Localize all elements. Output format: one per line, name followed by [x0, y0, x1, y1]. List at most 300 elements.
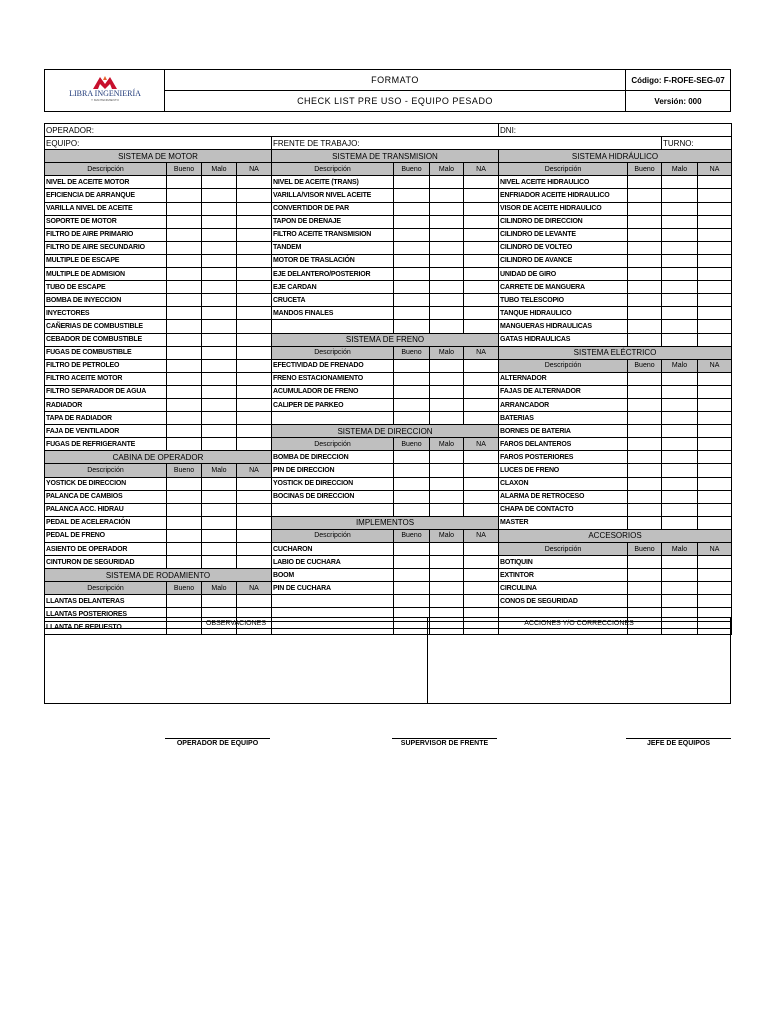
check-malo-cell[interactable] — [662, 398, 698, 411]
check-na-cell[interactable] — [698, 307, 732, 320]
check-bueno-cell[interactable] — [167, 516, 202, 529]
check-bueno-cell[interactable] — [167, 490, 202, 503]
check-malo-cell[interactable] — [202, 490, 237, 503]
table-row — [45, 254, 732, 267]
check-na-cell[interactable] — [698, 189, 732, 202]
check-malo-cell[interactable] — [662, 333, 698, 346]
operator-field[interactable]: OPERADOR: — [45, 124, 499, 137]
check-na-cell[interactable] — [464, 241, 499, 254]
check-na-cell[interactable] — [698, 398, 732, 411]
check-bueno-cell[interactable] — [628, 215, 662, 228]
check-bueno-cell[interactable] — [394, 385, 430, 398]
check-malo-cell[interactable] — [430, 582, 464, 595]
check-na-cell[interactable] — [698, 228, 732, 241]
check-na-cell[interactable] — [698, 425, 732, 438]
check-bueno-cell[interactable] — [394, 254, 430, 267]
check-malo-cell[interactable] — [662, 490, 698, 503]
check-na-cell[interactable] — [698, 333, 732, 346]
item-motor-de-traslacion: MOTOR DE TRASLACIÓN — [272, 254, 394, 267]
check-bueno-cell[interactable] — [394, 451, 430, 464]
check-na-cell[interactable] — [698, 503, 732, 516]
check-bueno-cell[interactable] — [167, 595, 202, 608]
check-malo-cell[interactable] — [662, 595, 698, 608]
column-header-desc: Descripción — [45, 163, 167, 176]
check-malo-cell[interactable] — [430, 176, 464, 189]
check-malo-cell[interactable] — [202, 202, 237, 215]
check-bueno-cell[interactable] — [628, 412, 662, 425]
check-na-cell[interactable] — [464, 281, 499, 294]
check-na-cell[interactable] — [237, 241, 272, 254]
check-bueno-cell[interactable] — [628, 464, 662, 477]
check-bueno-cell[interactable] — [167, 202, 202, 215]
check-bueno-cell[interactable] — [394, 189, 430, 202]
check-na-cell[interactable] — [464, 189, 499, 202]
check-bueno-cell[interactable] — [628, 268, 662, 281]
check-malo-cell[interactable] — [202, 281, 237, 294]
check-bueno-cell[interactable] — [394, 268, 430, 281]
check-bueno-cell[interactable] — [628, 281, 662, 294]
check-bueno-cell[interactable] — [394, 543, 430, 556]
item-pedal-de-aceleracion: PEDAL DE ACELERACIÓN — [45, 516, 167, 529]
check-bueno-cell[interactable] — [167, 398, 202, 411]
check-malo-cell[interactable] — [430, 359, 464, 372]
empty-cell — [430, 320, 464, 333]
check-malo-cell[interactable] — [662, 268, 698, 281]
check-bueno-cell[interactable] — [628, 307, 662, 320]
check-na-cell[interactable] — [698, 490, 732, 503]
check-malo-cell[interactable] — [662, 228, 698, 241]
check-na-cell[interactable] — [464, 569, 499, 582]
check-bueno-cell[interactable] — [167, 228, 202, 241]
check-malo-cell[interactable] — [202, 385, 237, 398]
item-tanque-hidraulico: TANQUE HIDRAULICO — [499, 307, 628, 320]
check-malo-cell[interactable] — [662, 385, 698, 398]
check-na-cell[interactable] — [698, 215, 732, 228]
check-na-cell[interactable] — [698, 254, 732, 267]
item-eje-cardan: EJE CARDAN — [272, 281, 394, 294]
check-malo-cell[interactable] — [202, 398, 237, 411]
item-caliper-de-parkeo: CALIPER DE PARKEO — [272, 398, 394, 411]
check-malo-cell[interactable] — [662, 425, 698, 438]
check-bueno-cell[interactable] — [167, 529, 202, 542]
check-bueno-cell[interactable] — [628, 477, 662, 490]
item-arrancador: ARRANCADOR — [499, 398, 628, 411]
column-header-bueno: Bueno — [628, 163, 662, 176]
check-malo-cell[interactable] — [430, 556, 464, 569]
check-bueno-cell[interactable] — [394, 477, 430, 490]
check-na-cell[interactable] — [237, 202, 272, 215]
check-malo-cell[interactable] — [430, 543, 464, 556]
check-malo-cell[interactable] — [430, 451, 464, 464]
check-bueno-cell[interactable] — [628, 202, 662, 215]
check-malo-cell[interactable] — [662, 516, 698, 529]
check-bueno-cell[interactable] — [628, 333, 662, 346]
check-bueno-cell[interactable] — [628, 228, 662, 241]
check-bueno-cell[interactable] — [628, 556, 662, 569]
check-malo-cell[interactable] — [430, 202, 464, 215]
check-bueno-cell[interactable] — [167, 241, 202, 254]
check-malo-cell[interactable] — [430, 189, 464, 202]
item-radiador: RADIADOR — [45, 398, 167, 411]
check-bueno-cell[interactable] — [394, 215, 430, 228]
check-malo-cell[interactable] — [202, 529, 237, 542]
check-na-cell[interactable] — [237, 556, 272, 569]
check-malo-cell[interactable] — [202, 556, 237, 569]
corrections-field[interactable] — [428, 629, 730, 703]
check-bueno-cell[interactable] — [628, 320, 662, 333]
check-na-cell[interactable] — [698, 281, 732, 294]
check-na-cell[interactable] — [698, 464, 732, 477]
check-malo-cell[interactable] — [430, 294, 464, 307]
check-na-cell[interactable] — [237, 268, 272, 281]
check-malo-cell[interactable] — [202, 176, 237, 189]
check-bueno-cell[interactable] — [394, 281, 430, 294]
check-bueno-cell[interactable] — [394, 556, 430, 569]
column-header-desc: Descripción — [499, 543, 628, 556]
check-na-cell[interactable] — [698, 241, 732, 254]
check-bueno-cell[interactable] — [394, 359, 430, 372]
check-malo-cell[interactable] — [202, 228, 237, 241]
check-na-cell[interactable] — [237, 333, 272, 346]
check-malo-cell[interactable] — [430, 268, 464, 281]
check-bueno-cell[interactable] — [167, 333, 202, 346]
check-bueno-cell[interactable] — [167, 385, 202, 398]
check-malo-cell[interactable] — [430, 569, 464, 582]
check-na-cell[interactable] — [464, 477, 499, 490]
check-na-cell[interactable] — [237, 425, 272, 438]
check-malo-cell[interactable] — [202, 189, 237, 202]
check-bueno-cell[interactable] — [167, 425, 202, 438]
checklist-table — [44, 123, 732, 635]
empty-cell — [272, 412, 394, 425]
check-na-cell[interactable] — [237, 503, 272, 516]
item-llantas-posteriores: LLANTAS POSTERIORES — [45, 608, 167, 621]
check-bueno-cell[interactable] — [394, 398, 430, 411]
check-na-cell[interactable] — [698, 320, 732, 333]
check-bueno-cell[interactable] — [628, 425, 662, 438]
check-na-cell[interactable] — [698, 385, 732, 398]
check-malo-cell[interactable] — [202, 425, 237, 438]
check-malo-cell[interactable] — [430, 477, 464, 490]
column-header-bueno: Bueno — [394, 529, 430, 542]
check-na-cell[interactable] — [698, 477, 732, 490]
check-bueno-cell[interactable] — [167, 346, 202, 359]
check-malo-cell[interactable] — [202, 503, 237, 516]
check-malo-cell[interactable] — [202, 438, 237, 451]
check-na-cell[interactable] — [464, 176, 499, 189]
check-na-cell[interactable] — [698, 569, 732, 582]
dni-field[interactable]: DNI: — [499, 124, 732, 137]
check-malo-cell[interactable] — [202, 320, 237, 333]
table-row — [45, 346, 732, 359]
check-bueno-cell[interactable] — [628, 569, 662, 582]
column-header-bueno: Bueno — [167, 163, 202, 176]
check-malo-cell[interactable] — [662, 477, 698, 490]
check-bueno-cell[interactable] — [167, 254, 202, 267]
check-bueno-cell[interactable] — [394, 294, 430, 307]
check-na-cell[interactable] — [464, 464, 499, 477]
check-na-cell[interactable] — [464, 202, 499, 215]
check-na-cell[interactable] — [237, 254, 272, 267]
check-na-cell[interactable] — [237, 529, 272, 542]
check-na-cell[interactable] — [237, 281, 272, 294]
table-row — [45, 281, 732, 294]
check-bueno-cell[interactable] — [167, 189, 202, 202]
check-bueno-cell[interactable] — [167, 268, 202, 281]
check-na-cell[interactable] — [237, 398, 272, 411]
check-na-cell[interactable] — [464, 543, 499, 556]
check-na-cell[interactable] — [237, 215, 272, 228]
check-bueno-cell[interactable] — [167, 215, 202, 228]
check-malo-cell[interactable] — [202, 307, 237, 320]
table-row — [45, 228, 732, 241]
check-na-cell[interactable] — [698, 176, 732, 189]
check-malo-cell[interactable] — [662, 451, 698, 464]
check-bueno-cell[interactable] — [167, 294, 202, 307]
check-malo-cell[interactable] — [662, 189, 698, 202]
check-na-cell[interactable] — [464, 398, 499, 411]
check-malo-cell[interactable] — [662, 254, 698, 267]
check-malo-cell[interactable] — [202, 215, 237, 228]
check-na-cell[interactable] — [464, 359, 499, 372]
check-malo-cell[interactable] — [662, 320, 698, 333]
signature-line-supervisor[interactable] — [392, 738, 497, 739]
check-na-cell[interactable] — [698, 412, 732, 425]
check-malo-cell[interactable] — [430, 228, 464, 241]
check-bueno-cell[interactable] — [167, 320, 202, 333]
check-malo-cell[interactable] — [202, 543, 237, 556]
check-na-cell[interactable] — [237, 346, 272, 359]
check-malo-cell[interactable] — [662, 438, 698, 451]
check-bueno-cell[interactable] — [167, 438, 202, 451]
check-na-cell[interactable] — [464, 268, 499, 281]
implementos-section-title: IMPLEMENTOS — [272, 516, 499, 529]
check-na-cell[interactable] — [237, 412, 272, 425]
item-bomba-de-direccion: BOMBA DE DIRECCION — [272, 451, 394, 464]
work-front-field[interactable]: FRENTE DE TRABAJO: — [272, 137, 662, 150]
check-bueno-cell[interactable] — [628, 438, 662, 451]
check-na-cell[interactable] — [237, 372, 272, 385]
check-na-cell[interactable] — [237, 477, 272, 490]
transmision-section-title: SISTEMA DE TRANSMISION — [272, 150, 499, 163]
check-na-cell[interactable] — [237, 516, 272, 529]
check-malo-cell[interactable] — [662, 503, 698, 516]
check-malo-cell[interactable] — [202, 359, 237, 372]
check-bueno-cell[interactable] — [394, 176, 430, 189]
check-na-cell[interactable] — [698, 438, 732, 451]
check-na-cell[interactable] — [237, 595, 272, 608]
check-na-cell[interactable] — [464, 307, 499, 320]
check-bueno-cell[interactable] — [167, 359, 202, 372]
signature-line-jefe[interactable] — [626, 738, 731, 739]
column-header-malo: Malo — [202, 163, 237, 176]
check-bueno-cell[interactable] — [628, 385, 662, 398]
check-malo-cell[interactable] — [662, 281, 698, 294]
column-header-na: NA — [237, 163, 272, 176]
check-bueno-cell[interactable] — [628, 398, 662, 411]
check-bueno-cell[interactable] — [394, 241, 430, 254]
column-header-desc: Descripción — [272, 346, 394, 359]
check-na-cell[interactable] — [464, 372, 499, 385]
form-header — [44, 69, 731, 112]
column-header-desc: Descripción — [272, 529, 394, 542]
check-bueno-cell[interactable] — [628, 241, 662, 254]
check-malo-cell[interactable] — [430, 385, 464, 398]
check-bueno-cell[interactable] — [394, 569, 430, 582]
check-malo-cell[interactable] — [202, 254, 237, 267]
check-bueno-cell[interactable] — [167, 543, 202, 556]
check-malo-cell[interactable] — [430, 215, 464, 228]
check-malo-cell[interactable] — [662, 176, 698, 189]
check-bueno-cell[interactable] — [628, 372, 662, 385]
check-malo-cell[interactable] — [430, 254, 464, 267]
check-na-cell[interactable] — [237, 385, 272, 398]
check-malo-cell[interactable] — [202, 412, 237, 425]
table-row — [45, 569, 732, 582]
check-na-cell[interactable] — [464, 490, 499, 503]
check-bueno-cell[interactable] — [394, 228, 430, 241]
item-acumulador-de-freno: ACUMULADOR DE FRENO — [272, 385, 394, 398]
item-palanca-de-cambios: PALANCA DE CAMBIOS — [45, 490, 167, 503]
observations-field[interactable] — [45, 629, 428, 703]
check-bueno-cell[interactable] — [394, 202, 430, 215]
check-malo-cell[interactable] — [662, 569, 698, 582]
item-enfriador-aceite-hidraulico: ENFRIADOR ACEITE HIDRAULICO — [499, 189, 628, 202]
check-malo-cell[interactable] — [202, 294, 237, 307]
check-bueno-cell[interactable] — [628, 294, 662, 307]
check-malo-cell[interactable] — [202, 268, 237, 281]
check-bueno-cell[interactable] — [394, 582, 430, 595]
item-extintor: EXTINTOR — [499, 569, 628, 582]
check-na-cell[interactable] — [237, 176, 272, 189]
check-na-cell[interactable] — [464, 215, 499, 228]
check-malo-cell[interactable] — [662, 464, 698, 477]
column-header-na: NA — [698, 359, 732, 372]
check-bueno-cell[interactable] — [628, 490, 662, 503]
check-bueno-cell[interactable] — [167, 176, 202, 189]
check-bueno-cell[interactable] — [628, 582, 662, 595]
check-na-cell[interactable] — [237, 189, 272, 202]
check-malo-cell[interactable] — [662, 294, 698, 307]
check-na-cell[interactable] — [464, 294, 499, 307]
table-row — [45, 372, 732, 385]
check-malo-cell[interactable] — [662, 372, 698, 385]
check-malo-cell[interactable] — [202, 516, 237, 529]
check-bueno-cell[interactable] — [167, 477, 202, 490]
check-na-cell[interactable] — [464, 582, 499, 595]
check-na-cell[interactable] — [464, 254, 499, 267]
signature-line-operator[interactable] — [165, 738, 270, 739]
check-bueno-cell[interactable] — [167, 281, 202, 294]
check-na-cell[interactable] — [237, 490, 272, 503]
equipment-field[interactable]: EQUIPO: — [45, 137, 272, 150]
check-bueno-cell[interactable] — [628, 254, 662, 267]
check-bueno-cell[interactable] — [167, 556, 202, 569]
check-bueno-cell[interactable] — [394, 372, 430, 385]
check-na-cell[interactable] — [698, 268, 732, 281]
direccion-section-title: SISTEMA DE DIRECCION — [272, 425, 499, 438]
column-header-malo: Malo — [202, 582, 237, 595]
check-bueno-cell[interactable] — [628, 516, 662, 529]
check-malo-cell[interactable] — [430, 464, 464, 477]
item-filtro-aceite-transmision: FILTRO ACEITE TRANSMISION — [272, 228, 394, 241]
check-malo-cell[interactable] — [662, 241, 698, 254]
check-malo-cell[interactable] — [202, 346, 237, 359]
item-tapa-de-radiador: TAPA DE RADIADOR — [45, 412, 167, 425]
item-yostick-de-direccion: YOSTICK DE DIRECCION — [272, 477, 394, 490]
check-na-cell[interactable] — [464, 228, 499, 241]
check-bueno-cell[interactable] — [628, 595, 662, 608]
column-header-na: NA — [464, 529, 499, 542]
check-malo-cell[interactable] — [662, 307, 698, 320]
check-malo-cell[interactable] — [430, 490, 464, 503]
check-bueno-cell[interactable] — [628, 451, 662, 464]
check-bueno-cell[interactable] — [394, 307, 430, 320]
empty-cell — [272, 503, 394, 516]
check-na-cell[interactable] — [237, 294, 272, 307]
item-soporte-de-motor: SOPORTE DE MOTOR — [45, 215, 167, 228]
check-malo-cell[interactable] — [662, 556, 698, 569]
check-bueno-cell[interactable] — [394, 490, 430, 503]
check-na-cell[interactable] — [237, 359, 272, 372]
check-na-cell[interactable] — [698, 294, 732, 307]
check-malo-cell[interactable] — [202, 477, 237, 490]
check-na-cell[interactable] — [237, 320, 272, 333]
check-bueno-cell[interactable] — [394, 464, 430, 477]
check-na-cell[interactable] — [464, 385, 499, 398]
check-bueno-cell[interactable] — [167, 412, 202, 425]
check-na-cell[interactable] — [237, 543, 272, 556]
check-malo-cell[interactable] — [662, 202, 698, 215]
item-chapa-de-contacto: CHAPA DE CONTACTO — [499, 503, 628, 516]
check-malo-cell[interactable] — [662, 412, 698, 425]
shift-field[interactable]: TURNO: — [662, 137, 732, 150]
check-na-cell[interactable] — [464, 451, 499, 464]
check-na-cell[interactable] — [698, 516, 732, 529]
check-malo-cell[interactable] — [430, 307, 464, 320]
check-malo-cell[interactable] — [202, 595, 237, 608]
check-na-cell[interactable] — [237, 228, 272, 241]
check-na-cell[interactable] — [698, 582, 732, 595]
check-na-cell[interactable] — [698, 595, 732, 608]
check-na-cell[interactable] — [237, 307, 272, 320]
check-malo-cell[interactable] — [430, 398, 464, 411]
check-malo-cell[interactable] — [662, 215, 698, 228]
table-row — [45, 516, 732, 529]
check-bueno-cell[interactable] — [628, 503, 662, 516]
check-bueno-cell[interactable] — [167, 372, 202, 385]
check-malo-cell[interactable] — [430, 241, 464, 254]
check-na-cell[interactable] — [464, 556, 499, 569]
check-bueno-cell[interactable] — [167, 503, 202, 516]
item-master: MASTER — [499, 516, 628, 529]
check-malo-cell[interactable] — [662, 582, 698, 595]
check-malo-cell[interactable] — [202, 372, 237, 385]
check-na-cell[interactable] — [698, 451, 732, 464]
check-na-cell[interactable] — [698, 556, 732, 569]
check-na-cell[interactable] — [237, 438, 272, 451]
check-malo-cell[interactable] — [202, 333, 237, 346]
item-unidad-de-giro: UNIDAD DE GIRO — [499, 268, 628, 281]
check-bueno-cell[interactable] — [628, 176, 662, 189]
check-na-cell[interactable] — [698, 372, 732, 385]
check-na-cell[interactable] — [698, 202, 732, 215]
check-malo-cell[interactable] — [430, 372, 464, 385]
check-bueno-cell[interactable] — [167, 307, 202, 320]
check-malo-cell[interactable] — [202, 241, 237, 254]
check-malo-cell[interactable] — [430, 281, 464, 294]
check-bueno-cell[interactable] — [628, 189, 662, 202]
